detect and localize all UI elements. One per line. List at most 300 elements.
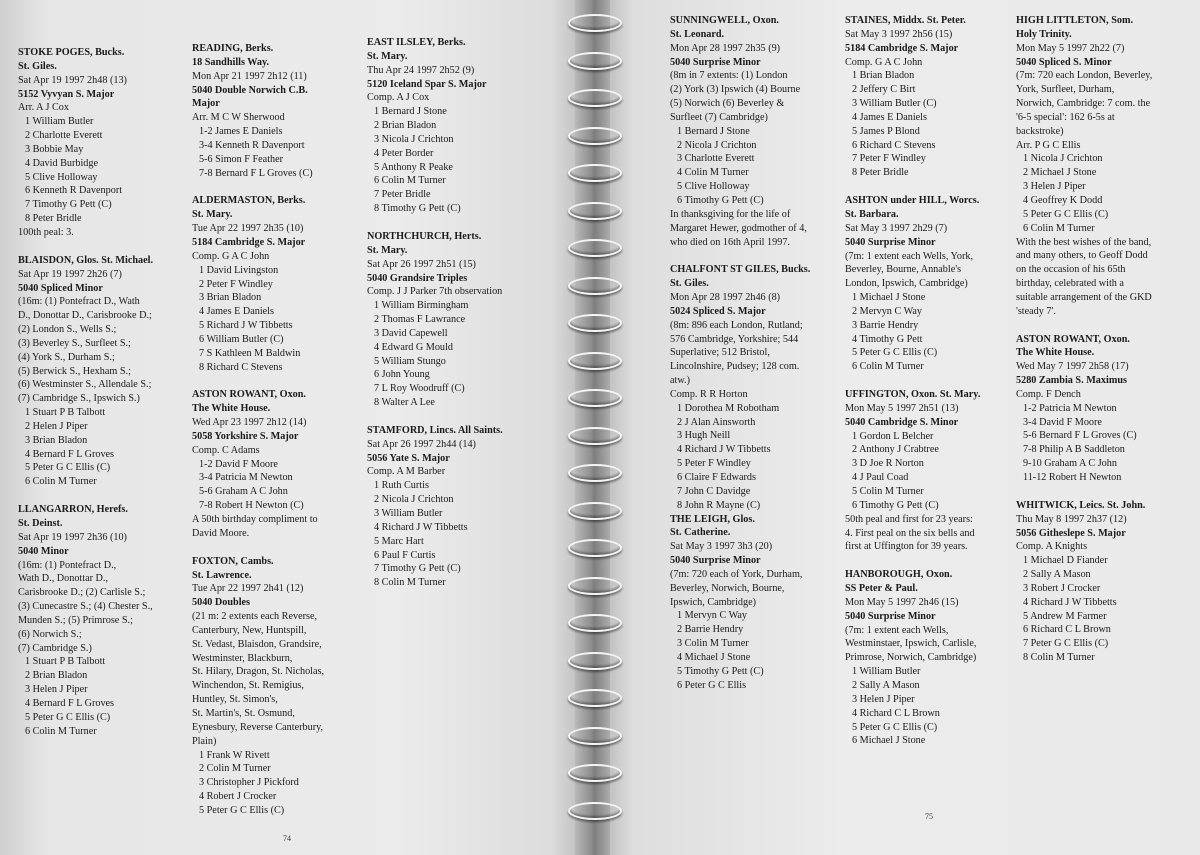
peal-dedication: St. Mary. [367, 244, 408, 256]
peal-detail: D., Donottar D., Carisbrooke D.; [18, 310, 152, 322]
ringer-line: 6 Paul F Curtis [374, 549, 436, 561]
column-4 [670, 14, 842, 693]
peal-detail: Comp. F Dench [1016, 388, 1081, 400]
ringer-line: 7 Peter Bridle [374, 189, 431, 201]
ringer-line: 2 Sally A Mason [852, 679, 920, 691]
peal-detail: birthday, celebrated with a [1016, 278, 1124, 290]
peal-entry [367, 410, 567, 590]
ringer-line: 1 William Birmingham [374, 300, 469, 312]
binding-ring-icon [568, 52, 622, 70]
ringer-line: 1-2 James E Daniels [199, 126, 283, 138]
ringer-line: 7 Timothy G Pett (C) [374, 563, 461, 575]
peal-detail: atw.) [670, 375, 690, 387]
ringer-line: 5 Peter G C Ellis (C) [199, 804, 285, 816]
peal-detail: Westminstaer, Ipswich, Carlisle, [845, 638, 977, 650]
peal-detail: (6) Norwich S.; [18, 628, 82, 640]
ringer-line: 6 Timothy G Pett (C) [677, 194, 764, 206]
ringer-line: 1 David Livingston [199, 264, 279, 276]
peal-detail: on the occasion of his 65th [1016, 264, 1126, 276]
binding-ring-icon [568, 14, 622, 32]
peal-entry [192, 541, 364, 818]
binding-ring-icon [568, 239, 622, 257]
ringer-line: 6 Colin M Turner [374, 175, 446, 187]
peal-method: 5024 Spliced S. Major [670, 305, 766, 317]
peal-entry [1016, 319, 1196, 485]
binding-ring-icon [568, 89, 622, 107]
peal-detail: London, Ipswich, Cambridge) [845, 278, 968, 290]
peal-entry [192, 374, 364, 540]
ringer-line: 4 Peter Border [374, 147, 434, 159]
ringer-line: 6 John Young [374, 369, 430, 381]
ringer-line: 7-8 Bernard F L Groves (C) [199, 167, 313, 179]
peal-detail: Arr. P G C Ellis [1016, 139, 1081, 151]
peal-dedication: St. Mary. [192, 209, 233, 221]
peal-detail: Sat Apr 26 1997 2h51 (15) [367, 258, 476, 270]
ringer-line: 2 Brian Bladon [374, 120, 437, 132]
peal-detail: Mon May 5 1997 2h51 (13) [845, 402, 959, 414]
peal-entry [845, 374, 1015, 554]
peal-method: 5040 Cambridge S. Minor [845, 416, 959, 428]
ringer-line: 5 Andrew M Farmer [1023, 610, 1107, 622]
binding-ring-icon [568, 127, 622, 145]
peal-detail: Mon Apr 21 1997 2h12 (11) [192, 70, 307, 82]
ringer-line: 8 Richard C Stevens [199, 361, 283, 373]
ringer-line: 2 Helen J Piper [25, 420, 88, 432]
ringer-line: 5 Peter G C Ellis (C) [852, 721, 938, 733]
peal-detail: Comp. G A C John [192, 250, 270, 262]
column-6 [1016, 14, 1196, 665]
ringer-line: 3 Charlotte Everett [677, 153, 755, 165]
ringer-line: 7 L Roy Woodruff (C) [374, 383, 465, 395]
ringer-line: 2 Anthony J Crabtree [852, 444, 939, 456]
ringer-line: 3 Robert J Crocker [1023, 582, 1101, 594]
ringer-line: 2 Nicola J Crichton [374, 494, 454, 506]
ringer-line: 5 Peter G C Ellis (C) [25, 462, 111, 474]
ringer-line: 2 Jeffery C Birt [852, 84, 916, 96]
ringer-line: 1 Ruth Curtis [374, 480, 429, 492]
ringer-line: 8 Peter Bridle [25, 213, 82, 225]
ringer-line: 1 Gordon L Belcher [852, 430, 934, 442]
ringer-line: 8 Peter Bridle [852, 167, 909, 179]
ringer-line: 4 Bernard F L Groves [25, 697, 115, 709]
ringer-line: 6 Timothy G Pett (C) [852, 499, 939, 511]
ringer-line: 1 Stuart P B Talbott [25, 407, 106, 419]
ringer-line: 6 William Butler (C) [199, 333, 284, 345]
ringer-line: 5 Timothy G Pett (C) [677, 665, 764, 677]
peal-entry [670, 14, 842, 249]
binding-ring-icon [568, 352, 622, 370]
peal-dedication: St. Catherine. [670, 527, 731, 539]
peal-detail: (16m: (1) Pontefract D., [18, 559, 117, 571]
peal-method: 5056 Yate S. Major [367, 452, 450, 464]
ringer-line: 4 Richard J W Tibbetts [1023, 596, 1117, 608]
ringer-line: 3 Helen J Piper [25, 684, 88, 696]
peal-entry [670, 513, 842, 693]
peal-detail: Comp. J J Parker 7th observation [367, 286, 503, 298]
ringer-line: 1 Bernard J Stone [374, 106, 447, 118]
ringer-line: 6 Colin M Turner [25, 725, 97, 737]
peal-method: 5184 Cambridge S. Major [845, 42, 959, 54]
peal-detail: (7m: 720 each London, Beverley, [1016, 70, 1153, 82]
ringer-line: 5-6 Graham A C John [199, 486, 288, 498]
peal-detail: With the best wishes of the band, [1016, 236, 1152, 248]
peal-place: LLANGARRON, Herefs. [18, 504, 128, 516]
binding-ring-icon [568, 764, 622, 782]
binding-ring-icon [568, 427, 622, 445]
peal-detail: Tue Apr 22 1997 2h41 (12) [192, 583, 304, 595]
ringer-line: 5 Anthony R Peake [374, 161, 453, 173]
peal-detail: Mon Apr 28 1997 2h46 (8) [670, 292, 781, 304]
ringer-line: 3-4 Patricia M Newton [199, 472, 293, 484]
peal-detail: (7) Cambridge S., Ipswich S.) [18, 393, 140, 405]
peal-detail: (5) Berwick S., Hexham S.; [18, 365, 131, 377]
peal-detail: Sat Apr 19 1997 2h36 (10) [18, 531, 127, 543]
ringer-line: 5 Peter G C Ellis (C) [852, 347, 938, 359]
peal-dedication: The White House. [192, 403, 271, 415]
binding-ring-icon [568, 577, 622, 595]
peal-detail: Wed Apr 23 1997 2h12 (14) [192, 417, 307, 429]
ringer-line: 4 Edward G Mould [374, 341, 453, 353]
peal-detail: first at Uffington for 39 years. [845, 541, 968, 553]
binding-ring-icon [568, 652, 622, 670]
peal-detail: (7m: 1 extent each Wells, York, [845, 250, 974, 262]
binding-ring-icon [568, 802, 622, 820]
ringer-line: 3 Brian Bladon [25, 434, 88, 446]
ringer-line: 11-12 Robert H Newton [1023, 472, 1122, 483]
peal-entry [367, 36, 567, 216]
peal-detail: Arr. M C W Sherwood [192, 112, 285, 124]
peal-detail: York, Surfleet, Durham, [1016, 84, 1115, 96]
peal-place: FOXTON, Cambs. [192, 555, 274, 567]
ringer-line: 3 Christopher J Pickford [199, 777, 299, 789]
peal-dedication: St. Leonard. [670, 28, 725, 40]
binding-ring-icon [568, 277, 622, 295]
ringer-line: 6 Peter G C Ellis [677, 679, 747, 691]
ringer-line: 1 Stuart P B Talbott [25, 656, 106, 668]
peal-method: Major [192, 98, 220, 110]
ringer-line: 1-2 Patricia M Newton [1023, 402, 1117, 414]
peal-dedication: St. Giles. [18, 60, 57, 72]
peal-place: UFFINGTON, Oxon. St. Mary. [845, 389, 981, 401]
peal-place: THE LEIGH, Glos. [670, 513, 755, 525]
column-5 [845, 14, 1015, 748]
ringer-line: 9-10 Graham A C John [1023, 458, 1117, 470]
ringer-line: 5-6 Simon F Feather [199, 153, 284, 165]
ringer-line: 5 William Stungo [374, 355, 446, 367]
binding-ring-icon [568, 202, 622, 220]
peal-method: 5040 Surprise Minor [845, 236, 936, 248]
peal-detail: Sat May 3 1997 3h3 (20) [670, 541, 773, 553]
ringer-line: 6 Colin M Turner [1023, 222, 1095, 234]
peal-detail: Sat May 3 1997 2h56 (15) [845, 28, 953, 40]
peal-detail: and many others, to Geoff Dodd [1016, 250, 1148, 262]
peal-detail: (3) Cunecastre S.; (4) Chester S., [18, 601, 153, 613]
ringer-line: 7 Peter F Windley [852, 153, 926, 165]
peal-place: ASTON ROWANT, Oxon. [192, 389, 306, 401]
peal-detail: A 50th birthday compliment to [192, 514, 318, 525]
ringer-line: 7 Timothy G Pett (C) [25, 199, 112, 211]
peal-dedication: St. Deinst. [18, 518, 63, 529]
peal-dedication: St. Giles. [670, 278, 709, 290]
peal-entry [670, 249, 842, 512]
ringer-line: 5 Richard J W Tibbetts [199, 320, 293, 332]
peal-detail: Sat Apr 19 1997 2h48 (13) [18, 74, 127, 86]
ringer-line: 4 James E Daniels [852, 111, 927, 123]
peal-method: 5058 Yorkshire S. Major [192, 430, 299, 442]
peal-detail: Comp. A Knights [1016, 541, 1088, 553]
peal-entry [18, 489, 188, 738]
ringer-line: 3 Helen J Piper [1023, 181, 1086, 193]
peal-detail: (8m: 896 each London, Rutland; [670, 319, 803, 331]
column-1 [18, 46, 188, 739]
peal-dedication: 18 Sandhills Way. [192, 56, 270, 68]
peal-detail: (2) York (3) Ipswich (4) Bourne [670, 84, 801, 96]
peal-detail: (3) Beverley S., Surfleet S.; [18, 337, 131, 349]
peal-entry [18, 240, 188, 489]
peal-place: STAMFORD, Lincs. All Saints. [367, 424, 503, 436]
peal-detail: '6-5 special': 162 6-5s at [1016, 111, 1115, 123]
peal-place: READING, Berks. [192, 43, 274, 54]
peal-entry [1016, 14, 1196, 319]
peal-detail: (4) York S., Durham S.; [18, 351, 115, 363]
peal-method: 5040 Doubles [192, 597, 251, 609]
peal-detail: Wed May 7 1997 2h58 (17) [1016, 361, 1129, 373]
ringer-line: 4 Richard J W Tibbetts [677, 444, 771, 456]
ringer-line: 5-6 Bernard F L Groves (C) [1023, 430, 1137, 442]
peal-place: BLAISDON, Glos. St. Michael. [18, 254, 153, 266]
peal-dedication: St. Barbara. [845, 208, 899, 220]
ringer-line: 1 Brian Bladon [852, 70, 915, 82]
peal-detail: Comp. R R Horton [670, 388, 748, 400]
peal-dedication: St. Mary. [367, 50, 408, 62]
peal-place: HIGH LITTLETON, Som. [1016, 15, 1134, 26]
peal-place: ASTON ROWANT, Oxon. [1016, 333, 1130, 345]
peal-detail: Eynesbury, Reverse Canterbury, [192, 721, 324, 733]
ringer-line: 4 Richard J W Tibbetts [374, 521, 468, 533]
peal-detail: Superlative; 512 Bristol, [670, 347, 770, 359]
ringer-line: 3 Nicola J Crichton [374, 133, 454, 145]
ringer-line: 2 J Alan Ainsworth [677, 416, 756, 428]
ringer-line: 8 Timothy G Pett (C) [374, 203, 461, 215]
peal-method: 5152 Vyvyan S. Major [18, 88, 115, 100]
peal-entry [192, 180, 364, 374]
peal-method: 5040 Surprise Minor [670, 56, 761, 68]
peal-place: ALDERMASTON, Berks. [192, 195, 306, 207]
ringer-line: 2 Sally A Mason [1023, 569, 1091, 581]
peal-detail: Westminster, Blackburn, [192, 652, 293, 664]
peal-detail: Munden S.; (5) Primrose S.; [18, 614, 133, 626]
ringer-line: 6 Richard C Stevens [852, 139, 936, 151]
ringer-line: 3 William Butler [374, 508, 443, 519]
peal-dedication: St. Lawrence. [192, 569, 252, 581]
peal-detail: David Moore. [192, 527, 250, 539]
peal-method: 5120 Iceland Spar S. Major [367, 78, 487, 90]
ringer-line: 8 John R Mayne (C) [677, 499, 761, 511]
peal-detail: Carisbrooke D.; (2) Carlisle S.; [18, 587, 146, 599]
left-page [0, 0, 575, 855]
binding-ring-icon [568, 689, 622, 707]
peal-place: ASHTON under HILL, Worcs. [845, 195, 980, 207]
peal-entry [367, 216, 567, 410]
ringer-line: 7 S Kathleen M Baldwin [199, 347, 301, 359]
ringer-line: 2 Colin M Turner [199, 763, 271, 775]
peal-detail: 100th peal: 3. [18, 226, 74, 238]
peal-detail: 4. First peal on the six bells and [845, 527, 975, 539]
ringer-line: 7 John C Davidge [677, 485, 751, 497]
peal-method: 5040 Spliced S. Minor [1016, 56, 1112, 68]
peal-detail: Sat Apr 26 1997 2h44 (14) [367, 438, 476, 450]
ringer-line: 4 Michael J Stone [677, 651, 751, 663]
ringer-line: 3 David Capewell [374, 327, 448, 339]
ringer-line: 1 Nicola J Crichton [1023, 153, 1103, 165]
peal-entry [192, 42, 364, 180]
peal-detail: (7) Cambridge S.) [18, 642, 92, 654]
right-page [610, 0, 1200, 855]
peal-method: 5280 Zambia S. Maximus [1016, 375, 1127, 387]
ringer-line: 5 Clive Holloway [677, 181, 750, 193]
ringer-line: 2 Nicola J Crichton [677, 139, 757, 151]
peal-detail: In thanksgiving for the life of [670, 208, 791, 220]
ringer-line: 3-4 David F Moore [1023, 416, 1102, 428]
ringer-line: 4 Richard C L Brown [852, 707, 940, 719]
peal-detail: (7m: 720 each of York, Durham, [670, 568, 803, 580]
ringer-line: 5 James P Blond [852, 125, 920, 137]
peal-dedication: Holy Trinity. [1016, 28, 1072, 40]
ringer-line: 7-8 Robert H Newton (C) [199, 500, 304, 512]
binding-ring-icon [568, 502, 622, 520]
ringer-line: 2 Charlotte Everett [25, 130, 103, 142]
peal-detail: backstroke) [1016, 125, 1064, 137]
peal-place: STAINES, Middx. St. Peter. [845, 15, 966, 26]
peal-place: SUNNINGWELL, Oxon. [670, 15, 779, 26]
ringer-line: 1 William Butler [25, 116, 94, 128]
ringer-line: 3 Helen J Piper [852, 693, 915, 705]
peal-detail: Beverley, Norwich, Bourne, [670, 582, 785, 594]
ringer-line: 2 Brian Bladon [25, 670, 88, 682]
peal-detail: (6) Westminster S., Allendale S.; [18, 379, 152, 391]
ringer-line: 1 William Butler [852, 666, 921, 678]
peal-detail: St. Martin's, St. Osmund, [192, 707, 295, 719]
peal-detail: St. Hilary, Dragon, St. Nicholas, [192, 666, 325, 678]
ringer-line: 4 James E Daniels [199, 306, 274, 318]
peal-detail: Canterbury, New, Huntspill, [192, 624, 307, 636]
peal-method: 5040 Double Norwich C.B. [192, 84, 308, 96]
peal-detail: 50th peal and first for 23 years: [845, 513, 973, 525]
binding-ring-icon [568, 464, 622, 482]
peal-detail: Mon May 5 1997 2h22 (7) [1016, 42, 1125, 54]
peal-detail: Primrose, Norwich, Cambridge) [845, 652, 977, 664]
peal-detail: Plain) [192, 735, 217, 747]
ringer-line: 2 Mervyn C Way [852, 305, 923, 317]
peal-detail: (5) Norwich (6) Beverley & [670, 98, 785, 110]
ringer-line: 4 Robert J Crocker [199, 791, 277, 803]
binding-ring-icon [568, 314, 622, 332]
ringer-line: 1 Michael D Fiander [1023, 555, 1108, 567]
ringer-line: 2 Thomas F Lawrance [374, 314, 466, 326]
ringer-line: 5 Marc Hart [374, 535, 424, 547]
peal-detail: Margaret Hewer, godmother of 4, [670, 222, 807, 234]
peal-detail: Mon May 5 1997 2h46 (15) [845, 596, 959, 608]
ringer-line: 2 Peter F Windley [199, 278, 273, 290]
peal-dedication: The White House. [1016, 347, 1095, 359]
peal-detail: (16m: (1) Pontefract D., Wath [18, 296, 140, 308]
peal-detail: Thu May 8 1997 2h37 (12) [1016, 513, 1127, 525]
binding-ring-icon [568, 389, 622, 407]
peal-detail: Comp. G A C John [845, 56, 923, 68]
ringer-line: 3 William Butler (C) [852, 98, 937, 110]
peal-place: CHALFONT ST GILES, Bucks. [670, 264, 811, 276]
peal-detail: 'steady 7'. [1016, 305, 1056, 317]
ringer-line: 4 Timothy G Pett [852, 333, 923, 345]
peal-method: 5056 Githeslepe S. Major [1016, 527, 1126, 539]
ringer-line: 5 Peter G C Ellis (C) [25, 711, 111, 723]
binding-ring-icon [568, 614, 622, 632]
peal-place: WHITWICK, Leics. St. John. [1016, 499, 1146, 511]
ringer-line: 8 Colin M Turner [374, 577, 446, 589]
peal-entry [1016, 485, 1196, 665]
ringer-line: 3 D Joe R Norton [852, 458, 924, 470]
peal-detail: St. Vedast, Blaisdon, Grandsire, [192, 638, 322, 650]
ringer-line: 4 Colin M Turner [677, 167, 749, 179]
ringer-line: 2 Barrie Hendry [677, 624, 744, 636]
peal-detail: Norwich, Cambridge: 7 com. the [1016, 98, 1151, 110]
peal-method: 5040 Spliced Minor [18, 282, 103, 294]
ringer-line: 6 Colin M Turner [852, 361, 924, 373]
ringer-line: 7-8 Philip A B Saddleton [1023, 444, 1125, 456]
peal-detail: who died on 16th April 1997. [670, 236, 790, 248]
ringer-line: 8 Walter A Lee [374, 397, 435, 409]
peal-entry [18, 46, 188, 240]
peal-detail: Comp. A M Barber [367, 466, 446, 478]
ringer-line: 3 Colin M Turner [677, 638, 749, 650]
ringer-line: 1 Mervyn C Way [677, 610, 748, 622]
peal-detail: (8m in 7 extents: (1) London [670, 70, 788, 82]
peal-dedication: SS Peter & Paul. [845, 583, 918, 595]
ringer-line: 8 Colin M Turner [1023, 652, 1095, 664]
ringer-line: 6 Michael J Stone [852, 735, 926, 747]
page-number-right: 75 [925, 812, 933, 821]
ringer-line: 7 Peter G C Ellis (C) [1023, 638, 1109, 650]
peal-place: STOKE POGES, Bucks. [18, 47, 125, 58]
ringer-line: 4 Bernard F L Groves [25, 448, 115, 460]
ringer-line: 4 Geoffrey K Dodd [1023, 194, 1103, 206]
ringer-line: 1 Dorothea M Robotham [677, 402, 780, 414]
ringer-line: 1-2 David F Moore [199, 458, 278, 470]
peal-detail: Tue Apr 22 1997 2h35 (10) [192, 223, 304, 235]
peal-detail: (21 m: 2 extents each Reverse, [192, 611, 318, 623]
ringer-line: 4 J Paul Coad [852, 472, 909, 484]
ringer-line: 4 David Burbidge [25, 157, 98, 169]
ringer-line: 2 Michael J Stone [1023, 167, 1097, 179]
ringer-line: 3 Brian Bladon [199, 292, 262, 304]
peal-detail: (7m: 1 extent each Wells, [845, 624, 949, 636]
peal-place: HANBOROUGH, Oxon. [845, 569, 953, 581]
peal-detail: Winchendon, St. Remigius, [192, 680, 304, 692]
ringer-line: 1 Frank W Rivett [199, 749, 270, 761]
peal-detail: Arr. A J Cox [18, 102, 69, 114]
binding-ring-icon [568, 164, 622, 182]
ringer-line: 5 Colin M Turner [852, 486, 924, 497]
ringer-line: 6 Richard C L Brown [1023, 624, 1111, 636]
ringer-line: 1 Bernard J Stone [677, 125, 750, 137]
peal-entry [845, 554, 1015, 748]
peal-detail: Beverley, Bourne, Annable's [845, 264, 962, 276]
peal-detail: Sat Apr 19 1997 2h26 (7) [18, 268, 122, 280]
binding-ring-icon [568, 727, 622, 745]
ringer-line: 5 Peter G C Ellis (C) [1023, 208, 1109, 220]
peal-method: 5040 Surprise Minor [670, 555, 761, 567]
peal-detail: Surfleet (7) Cambridge) [670, 111, 768, 123]
